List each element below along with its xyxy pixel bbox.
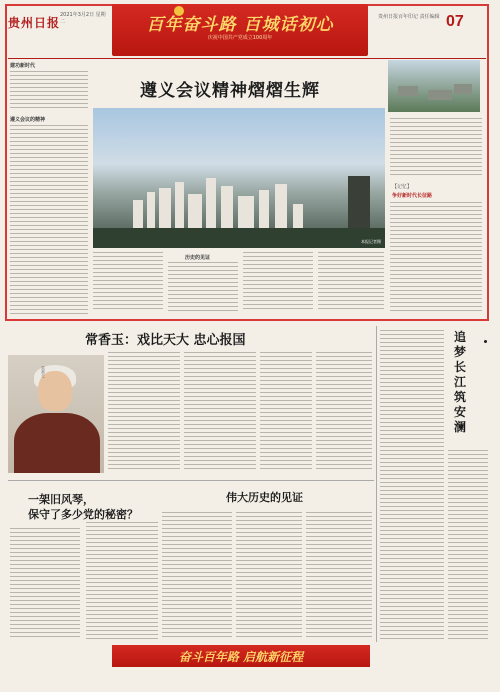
footer-banner-title: 奋斗百年路 启航新征程	[178, 650, 304, 664]
page-number: 07	[446, 13, 464, 30]
bottom-column-5	[306, 512, 372, 640]
header-divider	[8, 58, 486, 59]
article-text	[10, 125, 88, 314]
column-divider	[376, 326, 377, 642]
article-text	[93, 252, 163, 312]
center-column-2	[168, 262, 238, 312]
bottom-column-2	[86, 522, 158, 640]
middle-column-4	[316, 352, 372, 470]
headline-line: 保守了多少党的秘密？	[28, 508, 138, 521]
section-divider	[8, 480, 374, 481]
article-text	[318, 252, 384, 312]
foreground-trees	[93, 228, 385, 248]
left-column-block-1	[10, 62, 88, 112]
right-column-block-2	[390, 202, 482, 312]
article-text	[380, 330, 444, 640]
article-text	[390, 118, 482, 178]
article-text	[162, 512, 232, 640]
right-column-block-1	[390, 118, 482, 178]
portrait-caption: 常香玉	[41, 366, 46, 378]
article-text	[168, 262, 238, 312]
right-column-lower	[380, 330, 444, 640]
bottom-column-4	[236, 512, 302, 640]
portrait-body	[14, 413, 100, 473]
banner-title: 百年奋斗路 百城话初心	[146, 15, 334, 35]
center-column-3	[243, 252, 313, 312]
footer-banner	[112, 645, 370, 667]
vertical-headline: 追梦长江筑安澜	[453, 330, 466, 434]
right-edge-column	[448, 450, 488, 640]
sidebox-title: 争好新时代长征路	[392, 193, 433, 199]
header-info: 贵州日报百年印记 责任编辑	[378, 14, 440, 20]
center-subheading: 历史的见证	[185, 255, 211, 261]
article-text	[390, 202, 482, 312]
photo-credit: 本报记者摄	[361, 239, 381, 244]
headline-line: 一架旧风琴，	[28, 493, 94, 506]
center-column-1	[93, 252, 163, 312]
roof	[428, 90, 452, 100]
margin-mark	[484, 340, 487, 343]
left-column-block-2	[10, 116, 88, 314]
article-text	[108, 352, 180, 470]
portrait-photo	[8, 355, 104, 473]
article-text	[243, 252, 313, 312]
article-text	[10, 71, 88, 111]
headline-chang-xiangyu: 常香玉：戏比天大 忠心报国	[85, 333, 246, 348]
issue-date: 2021年3月2日 星期二	[60, 12, 106, 25]
header-banner	[112, 4, 368, 56]
roof	[454, 84, 472, 94]
village-photo	[388, 60, 480, 112]
article-text	[306, 512, 372, 640]
article-text	[448, 450, 488, 640]
roof	[398, 86, 418, 96]
sidebox-tag: 【记忆】	[392, 184, 413, 190]
banner-subtitle: 庆祝中国共产党成立100周年	[207, 35, 273, 41]
column-heading: 建功新时代	[10, 63, 36, 69]
middle-column-1	[108, 352, 180, 470]
main-headline: 遵义会议精神熠熠生辉	[140, 81, 320, 101]
article-text	[10, 528, 80, 640]
bottom-column-3	[162, 512, 232, 640]
city-photo	[93, 108, 385, 248]
middle-column-3	[260, 352, 312, 470]
article-text	[316, 352, 372, 470]
middle-column-2	[184, 352, 256, 470]
article-text	[184, 352, 256, 470]
newspaper-masthead: 贵州日报	[8, 16, 61, 30]
headline-old-organ	[28, 492, 138, 522]
center-column-4	[318, 252, 384, 312]
headline-historical-witness: 伟大历史的见证	[226, 491, 303, 504]
article-text	[86, 522, 158, 640]
article-text	[260, 352, 312, 470]
article-text	[236, 512, 302, 640]
column-heading: 遵义会议的精神	[10, 117, 46, 123]
bottom-column-1	[10, 528, 80, 640]
